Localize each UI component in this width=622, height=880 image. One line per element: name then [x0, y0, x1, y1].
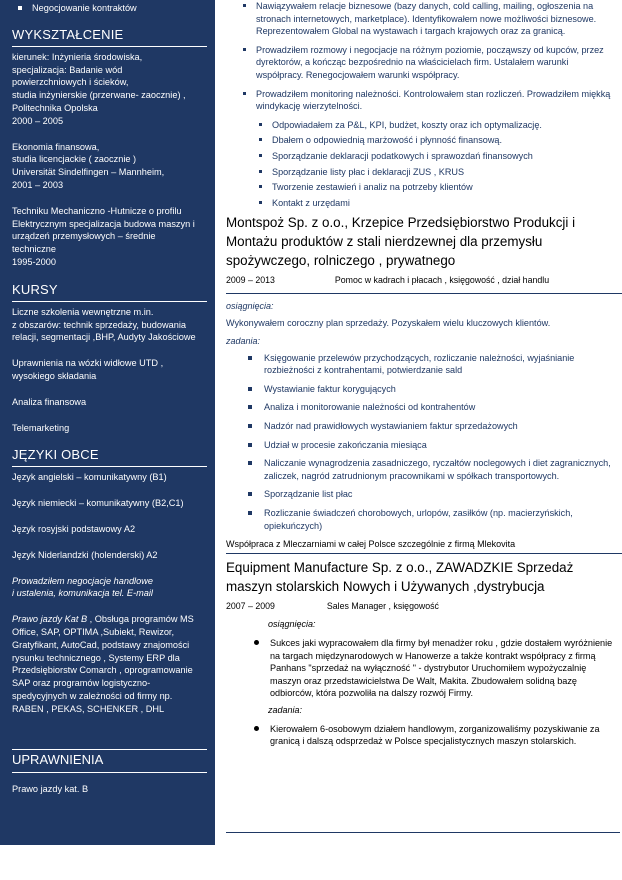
task-bullet: Księgowanie przelewów przychodzących, rozliczanie należności, wyjaśnianie rozbieżności z kontrahentami, potwierdzanie sald	[226, 352, 616, 377]
task-bullet: Rozliczanie świadczeń chorobowych, urlopów, zasiłków (np. macierzyńskich, opiekuńczych)	[226, 507, 616, 532]
bullet-square-icon	[18, 6, 22, 10]
edu-line: techniczne	[12, 244, 56, 255]
software-line: Gratyfikant, AutoCad, podstawy znajomości	[12, 639, 190, 650]
course-line: Uprawnienia na wózki widłowe UTD ,	[12, 358, 164, 369]
duty-bullet: Prowadziłem rozmowy i negocjacje na różnym poziomie, począwszy od kupców, przez dyrektorów, a kończąc bezpośrednio na właścicielach firm. Ustalałem warunki współpracy. Renegocjowałem warunki współpracy.	[226, 44, 616, 82]
course-line: Analiza finansowa	[12, 396, 87, 407]
software-line: Przedsiębiorstw Comarch , oprogramowanie	[12, 665, 193, 676]
software-line: rysunku technicznego , Systemy ERP dla	[12, 652, 180, 663]
sub-bullet: Dbałem o odpowiednią marżowość i płynność finansową.	[226, 134, 616, 147]
job-period: 2007 – 2009	[226, 600, 275, 611]
education-heading: WYKSZTAŁCENIE	[12, 27, 207, 47]
permissions-heading: UPRAWNIENIA	[12, 749, 207, 773]
tasks-label: zadania:	[226, 336, 261, 347]
course-entry	[12, 422, 207, 435]
job-line	[226, 600, 616, 613]
divider	[226, 293, 622, 294]
licence-label: Prawo jazdy Kat B	[12, 614, 88, 625]
edu-line: specjalizacja: Badanie wód	[12, 64, 123, 75]
job-position: Sales Manager , księgowość	[326, 600, 439, 611]
edu-line: powierzchniowych i ścieków,	[12, 77, 129, 88]
language-item: Język niemiecki – komunikatywny (B2,C1)	[12, 498, 184, 509]
edu-line: 2001 – 2003	[12, 179, 64, 190]
licence-rest: , Obsługa programów MS	[87, 614, 194, 625]
job-period: 2009 – 2013	[226, 275, 275, 286]
bottom-divider	[226, 832, 620, 833]
edu-line: Politechnika Opolska	[12, 102, 98, 113]
edu-line: Ekonomia finansowa,	[12, 141, 100, 152]
task-bullet: Naliczanie wynagrodzenia zasadniczego, ryczałtów noclegowych i diet zagranicznych, zaliczek, nagród zatrudnionym pracownikami w spółkach transportowych.	[226, 457, 616, 482]
sub-bullet: Sporządzanie deklaracji podatkowych i sprawozdań finansowych	[226, 150, 616, 163]
software-line: SAP oraz programów logistyczno-	[12, 678, 151, 689]
edu-line: 1995-2000	[12, 256, 56, 267]
education-entry	[12, 51, 207, 128]
task-bullet: Nadzór nad prawidłowych wystawianiem faktur sprzedażowych	[226, 420, 616, 433]
achievements-label: osiągnięcia:	[226, 300, 274, 311]
main-content	[226, 0, 616, 752]
sub-bullet: Kontakt z urzędami	[226, 197, 616, 210]
negotiation-line: i ustalenia, komunikacja tel. E-mail	[12, 588, 153, 599]
task-bullet: Wystawianie faktur korygujących	[226, 383, 616, 396]
languages-heading: JĘZYKI OBCE	[12, 447, 207, 467]
tasks-label: zadania:	[268, 704, 303, 715]
achievements-label: osiągnięcia:	[268, 619, 316, 630]
course-line: wysokiego składania	[12, 370, 97, 381]
language-item: Język rosyjski podstawowy A2	[12, 523, 136, 534]
edu-line: studia inżynierskie (przerwane- zaocznie) ,	[12, 90, 186, 101]
language-item: Język Niderlandzki (holenderski) A2	[12, 549, 158, 560]
sub-bullet: Odpowiadałem za P&L, KPI, budżet, koszty oraz ich optymalizację.	[226, 119, 616, 132]
course-line: z obszarów: technik sprzedaży, budowania	[12, 319, 186, 330]
sub-bullet: Tworzenie zestawień i analiz na potrzeby klientów	[226, 181, 616, 194]
job-position: Pomoc w kadrach i płacach , księgowość , dział handlu	[334, 275, 550, 286]
edu-line: Elektrycznym specjalizacja budowa maszyn i	[12, 218, 195, 229]
task-bullet: Sporządzanie list płac	[226, 488, 616, 501]
sidebar	[0, 0, 215, 845]
duty-bullet: Prowadziłem monitoring należności. Kontrolowałem stan rozliczeń. Prowadziłem miękką windykację wierzytelności.	[226, 88, 616, 113]
software-line: RABEN , PEKAS, SCHENKER , DHL	[12, 703, 165, 714]
negotiation-line: Prowadziłem negocjacje handlowe	[12, 575, 153, 586]
sub-bullet: Sporządzanie listy płac i deklaracji ZUS , KRUS	[226, 166, 616, 179]
task-bullet: Udział w procesie zakończania miesiąca	[226, 439, 616, 452]
task-bullet: Analiza i monitorowanie należności od kontrahentów	[226, 401, 616, 414]
courses-heading: KURSY	[12, 282, 207, 302]
licence-line	[12, 613, 207, 626]
software-skills	[12, 613, 207, 715]
skill-label: Negocjowanie kontraktów	[32, 3, 137, 13]
course-line: Telemarketing	[12, 422, 70, 433]
company-title: Equipment Manufacture Sp. z o.o., ZAWADZKIE Sprzedaż maszyn stolarskich Nowych i Używanych ,dystrybucja	[226, 559, 574, 594]
edu-line: urządzeń przemysłowych – średnie	[12, 231, 156, 242]
achievement-bullet: Sukces jaki wypracowałem dla firmy był menadżer roku , gdzie dostałem wyróżnienie na targach międzynarodowych w Hanowerze a także kontrakt współpracy z firmą Panhans "sprzedaż na wyłączność " - dystrybutor Uruchomiłem wypożyczalnię maszyn oraz przedstawicielstwa De Walt, Makita. Zbudowałem solidną bazę odbiorców, która pozwoliła na dalszy rozwój Firmy.	[226, 637, 616, 700]
course-line: Liczne szkolenia wewnętrzne m.in.	[12, 306, 154, 317]
software-line: Office, SAP, OPTIMA ,Subiekt, Rewizor,	[12, 626, 175, 637]
negotiation-note	[12, 575, 207, 601]
edu-line: 2000 – 2005	[12, 115, 64, 126]
edu-line: studia licencjackie ( zaocznie )	[12, 154, 137, 165]
task-bullet: Kierowałem 6-osobowym działem handlowym, zorganizowaliśmy pozyskiwanie za granicą i dalszą odsprzedaż w Polsce specjalistycznych maszyn stolarskich.	[226, 723, 616, 748]
course-entry	[12, 306, 207, 344]
edu-line: Techniku Mechaniczno -Hutnicze o profilu	[12, 205, 182, 216]
duty-bullet: Nawiązywałem relacje biznesowe (bazy danych, cold calling, mailing, ogłoszenia na stronach internetowych, marketplace). Identyfikowałem nowe możliwości biznesowe. Reprezentowałem Global na wystawach i targach krajowych oraz za granicą.	[226, 0, 616, 38]
software-line: spedycyjnych w zależności od firmy np.	[12, 690, 173, 701]
edu-line: kierunek: Inżynieria środowiska,	[12, 51, 143, 62]
education-entry	[12, 141, 207, 192]
achievements-text: Wykonywałem coroczny plan sprzedaży. Pozyskałem wielu kluczowych klientów.	[226, 317, 551, 328]
education-entry	[12, 205, 207, 269]
job-line	[226, 274, 616, 287]
permissions-text: Prawo jazdy kat. B	[12, 784, 89, 795]
edu-line: Universität Sindelfingen – Mannheim,	[12, 167, 165, 178]
cooperation-note: Współpraca z Mleczarniami w całej Polsce szczególnie z firmą Mlekovita	[226, 539, 516, 550]
course-entry	[12, 357, 207, 383]
language-item: Język angielski – komunikatywny (B1)	[12, 472, 167, 483]
course-line: relacji, segmentacji ,BHP, Audyty Jakościowe	[12, 332, 196, 343]
skill-item	[12, 0, 207, 15]
course-entry	[12, 396, 207, 409]
company-title: Montspoż Sp. z o.o., Krzepice Przedsiębiorstwo Produkcji i Montażu produktów z stali nierdzewnej dla przemysłu spożywczego, rolniczego , prywatnego	[226, 215, 576, 269]
divider	[226, 553, 622, 554]
